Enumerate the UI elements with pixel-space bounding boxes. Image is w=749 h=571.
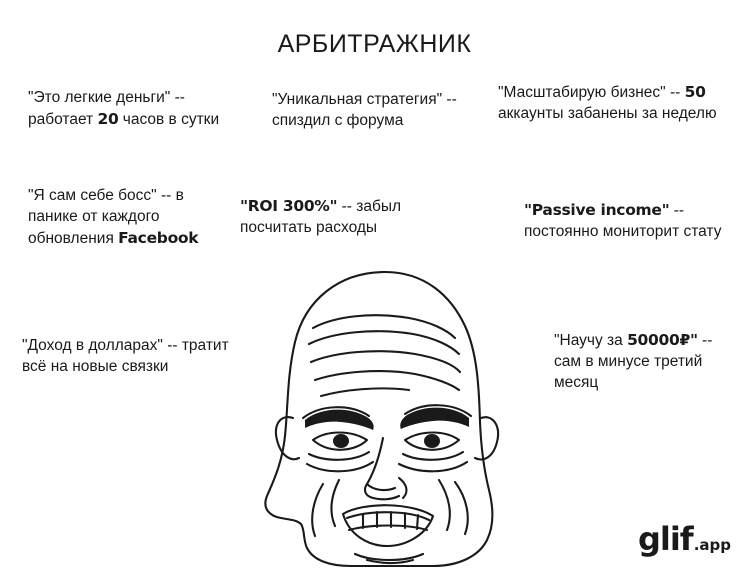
meme-caption <box>240 196 465 239</box>
meme-caption <box>554 330 714 394</box>
glif-watermark <box>637 520 731 558</box>
caption-text: "Масштабирую бизнес" -- <box>498 84 685 101</box>
meme-caption <box>28 186 223 250</box>
meme-caption <box>272 90 472 132</box>
caption-emphasis: 50 <box>684 83 706 101</box>
meme-caption <box>524 200 724 243</box>
caption-text: "Научу за <box>554 332 628 349</box>
caption-emphasis: 20 <box>97 109 119 128</box>
caption-emphasis: Facebook <box>118 228 199 247</box>
caption-emphasis: "ROI 300%" <box>240 197 338 215</box>
caption-text: "Доход в долларах" -- тратит всё на новые связки <box>22 337 229 375</box>
caption-emphasis: "Passive income" <box>524 201 670 219</box>
caption-text: "Я сам себе босс" -- в панике от каждого обновления <box>28 187 184 247</box>
caption-text: "Уникальная стратегия" -- спиздил с форума <box>272 91 457 129</box>
meme-title: АРБИТРАЖНИК <box>277 30 472 58</box>
meme-caption <box>498 82 724 125</box>
watermark-secondary-text: .app <box>693 536 731 554</box>
watermark-primary-text: glif <box>637 520 693 558</box>
meme-caption <box>28 88 240 131</box>
caption-text: "Это легкие деньги" -- работает <box>28 89 185 128</box>
wojak-face-illustration <box>243 268 528 568</box>
caption-emphasis: 50000₽" <box>627 331 698 349</box>
caption-text: аккаунты забанены за неделю <box>498 104 717 122</box>
meme-caption <box>22 336 237 378</box>
caption-text: часов в сутки <box>118 110 220 128</box>
caption-text: -- забыл посчитать расходы <box>240 198 402 236</box>
caption-text: -- сам в минусе третий месяц <box>554 332 713 391</box>
caption-text: -- постоянно мониторит стату <box>524 202 722 240</box>
